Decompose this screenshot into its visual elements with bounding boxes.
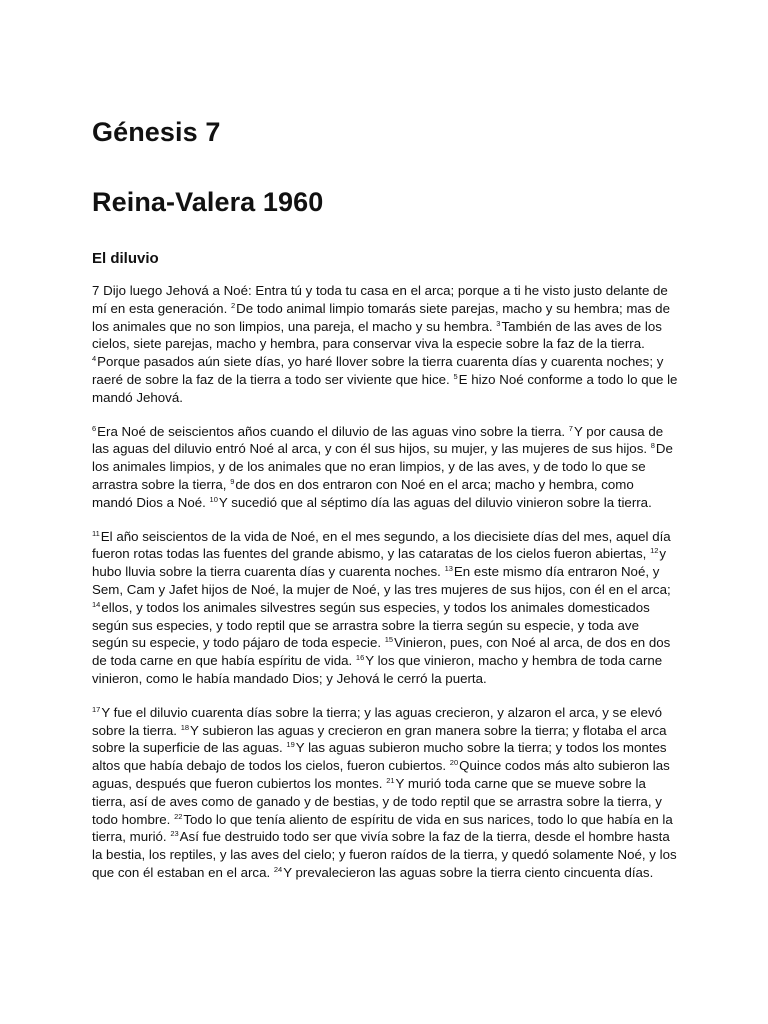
verse-number: 23 [170,829,179,839]
verse-number: 24 [273,864,283,874]
verse-text: 7 Dijo luego Jehová a Noé: Entra tú y toda tu casa en el arca; porque a ti he visto justo delante de mí en esta generación. [92,283,668,316]
verse-number: 10 [209,494,218,504]
verse-number: 8 [650,441,655,451]
verses-container [92,282,678,882]
verse-number: 3 [496,318,501,328]
verse-text: Y sucedió que al séptimo día las aguas del diluvio vinieron sobre la tierra. [218,494,652,510]
version-title: Reina-Valera 1960 [92,187,324,217]
verse-text: Y las aguas subieron mucho sobre la tierra; y todos los montes altos que había debajo de todos los cielos, fueron cubiertos. [92,740,667,774]
section-heading: El diluvio [92,250,159,267]
verse-paragraph [92,528,678,688]
verse-text: Y prevalecieron las aguas sobre la tierra ciento cincuenta días. [283,864,654,880]
verse-text: Era Noé de seiscientos años cuando el diluvio de las aguas vino sobre la tierra. [97,423,569,439]
verse-text: E hizo Noé conforme a todo lo que le mandó Jehová. [92,371,678,405]
verse-text: Vinieron, pues, con Noé al arca, de dos en dos de toda carne en que había espíritu de vida. [92,635,671,669]
verse-number: 16 [355,653,365,663]
verse-text: Y subieron las aguas y crecieron en gran manera sobre la tierra; y flotaba el arca sobre la superficie de las aguas. [92,722,667,756]
verse-text: En este mismo día entraron Noé, y Sem, Cam y Jafet hijos de Noé, la mujer de Noé, y las tres mujeres de sus hijos, con él en el arca; [92,564,671,597]
verse-paragraph [92,704,678,882]
verse-text: Porque pasados aún siete días, yo haré llover sobre la tierra cuarenta días y cuarenta noches; y raeré de sobre la faz de la tierra a todo ser viviente que hice. [92,354,664,387]
verse-number: 18 [180,722,190,732]
verse-number: 21 [386,775,395,785]
verse-number: 4 [92,354,97,364]
verse-text: De los animales limpios, y de los animales que no eran limpios, y de las aves, y de todo lo que se arrastra sobre la tierra, [92,441,673,492]
verse-text: Y por causa de las aguas del diluvio entró Noé al arca, y con él sus hijos, su mujer, y las mujeres de sus hijos. [92,423,664,457]
verse-text: Y murió toda carne que se mueve sobre la tierra, así de aves como de ganado y de bestias, y de todo reptil que se arrastra sobre la tierra, y todo hombre. [92,775,662,827]
verse-text: de dos en dos entraron con Noé en el arca; macho y hembra, como mandó Dios a Noé. [92,476,634,510]
verse-text: También de las aves de los cielos, siete parejas, macho y hembra, para conservar viva la especie sobre la faz de la tierra. [92,318,662,352]
verse-number: 7 [568,423,573,433]
verse-number: 19 [286,740,295,750]
verse-text: Y fue el diluvio cuarenta días sobre la tierra; y las aguas crecieron, y alzaron el arca, y se elevó sobre la tierra. [92,704,663,738]
verse-number: 20 [449,758,459,768]
verse-number: 12 [650,546,659,556]
chapter-title: Génesis 7 [92,117,221,147]
verse-number: 11 [92,528,100,538]
verse-text: El año seiscientos de la vida de Noé, en el mes segundo, a los diecisiete días del mes, aquel día fueron rotas todas las fuentes del grande abismo, y las cataratas de los cielos fueron abiertas, [92,528,671,562]
verse-text: Así fue destruido todo ser que vivía sobre la faz de la tierra, desde el hombre hasta la bestia, los reptiles, y las aves del cielo; y fueron raídos de la tierra, y quedó solamente Noé, y los que con él estaban en el arca. [92,829,677,880]
verse-number: 17 [92,704,101,714]
verse-number: 9 [230,476,235,486]
verse-paragraph [92,282,678,407]
verse-number: 6 [92,423,97,433]
verse-number: 13 [444,564,453,574]
document-page [92,112,678,898]
verse-text: ellos, y todos los animales silvestres según sus especies, y todos los animales domesticados según sus especies, y todo reptil que se arrastra sobre la tierra según su especie, y toda ave según su especie, y todo pájaro de toda especie. [92,599,650,651]
verse-number: 22 [174,811,183,821]
verse-number: 14 [92,599,101,609]
verse-number: 5 [453,371,458,381]
verse-text: Todo lo que tenía aliento de espíritu de vida en sus narices, todo lo que había en la tierra, murió. [92,811,673,845]
verse-text: De todo animal limpio tomarás siete parejas, macho y su hembra; mas de los animales que no son limpios, una pareja, el macho y su hembra. [92,300,670,334]
verse-paragraph [92,423,678,512]
verse-text: Y los que vinieron, macho y hembra de toda carne vinieron, como le había mandado Dios; y Jehová le cerró la puerta. [92,653,663,686]
verse-number: 15 [384,635,394,645]
verse-number: 2 [230,300,236,310]
verse-text: Quince codos más alto subieron las aguas, después que fueron cubiertos los montes. [92,758,670,791]
verse-text: y hubo lluvia sobre la tierra cuarenta días y cuarenta noches. [92,546,667,580]
